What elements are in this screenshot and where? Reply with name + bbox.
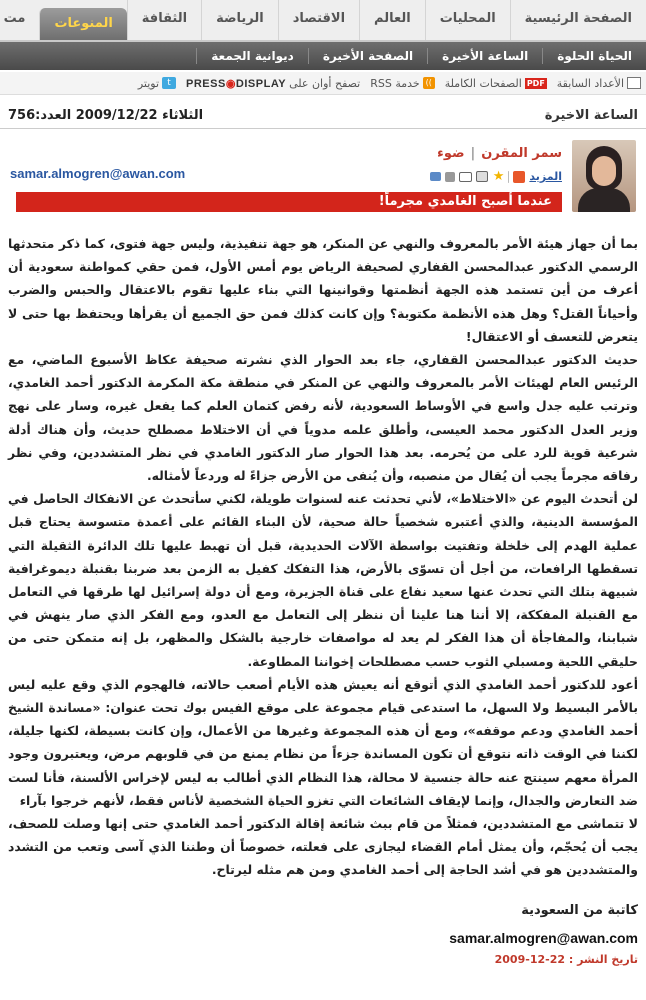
press-text: PRESS [186,77,226,90]
section-name: الساعة الاخيرة [544,108,638,123]
section-header [0,104,646,129]
full-pages-link[interactable] [440,77,552,90]
article-body [8,232,638,882]
browse-label: تصفح أوان على [289,76,361,90]
article-paragraph: لا تتماشى مع المتشددين، فمثلاً من قام ببث شائعة إقالة الدكتور أحمد الغامدي حتى إنها وصلت للصحف، يجب أن يُحجّم، وأن يمثل أمام القضاء ليجازى على فعلته، خصوصاً أن وطننا الذي آسى وتعب من التشدد والمتشددين هو في أشد الحاجة إلى أحمد الغامدي ومن هم مثله ليرتاح. [8,816,638,878]
tab-economy[interactable]: الاقتصاد [278,0,359,40]
press-dot-icon: ◉ [225,77,236,90]
author-email-link[interactable]: samar.almogren@awan.com [10,166,186,181]
article-tools [430,170,562,183]
favorite-star-icon[interactable]: ★ [492,168,505,184]
subnav-last-page[interactable]: الصفحة الأخيرة [308,48,427,64]
tab-world[interactable]: العالم [359,0,425,40]
subnav-friday[interactable]: ديوانية الجمعة [196,48,308,64]
tab-local[interactable]: المحليات [425,0,510,40]
article-title: عندما أصبح الغامدي مجرماً! [16,192,562,212]
article-paragraph: بما أن جهاز هيئة الأمر بالمعروف والنهي عن المنكر، هو جهة تنفيذية، وليس جهة فتوى، كما ذكر متحدثها الرسمي الدكتور عبدالمحسن القفاري لصحيفة الرياض يوم أمس الأول، فمن حقي كمواطنة سعودية أن أعرف من أين تستمد هذه الجهة أنظمتها وقوانينها التي بناء عليها تقوم بالاعتقال والحبس والضرب وأحياناً القتل؟ وهل هذه الأنظمة مكتوبة؟ وإن كانت كذلك فمن حق الجميع أن يقرأها ويحتفظ بها حتى لا يتعرض للتعسف أو الاعتقال! [8,236,638,344]
rss-icon: )) [423,77,435,89]
utility-toolbar [0,72,646,95]
rss-link[interactable] [365,77,439,90]
author-photo [572,140,636,212]
pdf-icon: PDF [526,78,545,88]
tab-culture[interactable]: الثقافة [127,0,201,40]
subnav-sweet-life[interactable]: الحياة الحلوة [542,48,646,64]
pressdisplay-link[interactable] [181,77,365,90]
tab-more[interactable]: مت [0,0,39,40]
archive-link[interactable] [552,77,646,90]
article-paragraph: حديث الدكتور عبدالمحسن القفاري، جاء بعد الحوار الذي نشرته صحيفة عكاظ الأسبوع الماضي، مع الرئيس العام لهيئات الأمر بالمعروف والنهي عن المنكر في منطقة مكة المكرمة الدكتور أحمد الغامدي، وترتب عليه جدل واسع في الأوساط السعودية، لأنه رفض كتمان العلم كما يفعل غيره، وسار على نهج وزير العدل الدكتور محمد العيسى، وأطلق علمه مدوياً في أن الاختلاط مصطلح حديث، وأن هناك أدلة شرعية قوية للرد على من يُحرمه. بعد هذا الحوار صار الدكتور الغامدي في نظر المتشددين، وفي نظر رفاقه مجرماً يجب أن يُقال من منصبه، وأن يُنفى من الأرض جزاءً له وردعاً لأمثاله. [8,352,638,484]
author-byline: سمر المقرن|ضوء [437,146,562,161]
tab-misc[interactable]: المنوعات [39,8,126,40]
author-signature: كاتبة من السعودية [521,903,638,918]
article-paragraph: أعود للدكتور أحمد الغامدي الذي أتوقع أنه يعيش هذه الأيام أصعب حالاته، فالهجوم الذي وقع عليه ليس بالأمر البسيط ولا السهل، ما استدعى قيام مجموعة على موقع الفيس بوك تحت عنوان: «مساندة الشيخ أحمد الغامدي ودعم موقفه»، ومع أن هذه المجموعة وغيرها من الأعمال، وإن كانت بسيطة، لكنها جليلة، لكننا في الوقت ذاته نتوقع أن تكون المساندة جزءاً من نظام يمنع من في قلوبهم مرض، ويعتبرون وجود المرأة معهم سينتج عنه حالة جنسية لا محالة، هذا النظام الذي أطالب به ليس لإخراس الألسنة، فأنا لست ضد التعارض والجدال، وإنما لإيقاف الشائعات التي تغزو الحياة الشخصية لأناس فقط، لأنهم خرجوا بآراء [8,676,638,808]
sub-nav [0,42,646,70]
archive-icon [627,77,641,89]
article-paragraph: لن أتحدث اليوم عن «الاختلاط»، لأني تحدثت عنه لسنوات طويلة، لكني سأتحدث عن الانفكاك الحاصل في المؤسسة الدينية، والذي أعتبره شخصياً حالة صحية، لأن البناء القائم على أعمدة متسوسة يحتاج قبل عملية الهدم إلى خلخلة وتفتيت بواسطة الآلات الحديدية، قبل أن تهبط عليها تلك الدائرة الثقيلة التي تسقطها الرافعات، من أجل أن تسوّى بالأرض، هذا التفكك كفيل به الزمن بعد ضربنا بقنبلة ديموغرافية شبيهة بتلك التي تحدث عنها سعيد نفاع على قناة الجزيرة، ومع أن دولة إسرائيل لها طرقها في التعامل مع القنبلة المفككة، إلا أننا هنا علينا أن ننظر إلى التعامل مع العدو، ومع الفكر الذي صار ينهش في شبابنا، والمفاجأة أن هذا الفكر لم يعد له مواصفات خارجية بالشكل والمظهر، بل إنه متمكن حتى من حليقي اللحية ومسبلي الثوب حسب مصطلحات إخواننا المطاوعة. [8,491,638,669]
twitter-icon: t [162,77,176,89]
comment-icon[interactable] [430,172,441,181]
main-nav [0,0,646,42]
pressdisplay-logo [186,77,286,90]
author-name[interactable]: سمر المقرن [481,146,562,161]
display-text: DISPLAY [235,77,287,90]
print-icon[interactable] [476,171,488,182]
publish-date: تاريخ النشر : 22-12-2009 [494,953,638,966]
add-icon[interactable] [513,171,525,183]
full-pages-label: الصفحات الكاملة [444,76,522,90]
email-icon[interactable] [459,172,472,182]
more-link[interactable]: المزيد [529,170,562,183]
archive-label: الأعداد السابقة [556,76,624,90]
issue-date: الثلاثاء 2009/12/22 العدد:756 [8,108,204,123]
column-name[interactable]: ضوء [437,146,465,161]
tab-sports[interactable]: الرياضة [201,0,278,40]
author-email-footer[interactable]: samar.almogren@awan.com [449,930,638,946]
divider-icon [508,171,509,183]
font-size-icon[interactable] [445,172,455,182]
rss-label: خدمة RSS [370,76,420,90]
twitter-label: تويتر [137,76,160,90]
tab-home[interactable]: الصفحة الرئيسية [510,0,646,40]
twitter-link[interactable] [133,77,181,90]
subnav-last-hour[interactable]: الساعة الأخيرة [427,48,542,64]
